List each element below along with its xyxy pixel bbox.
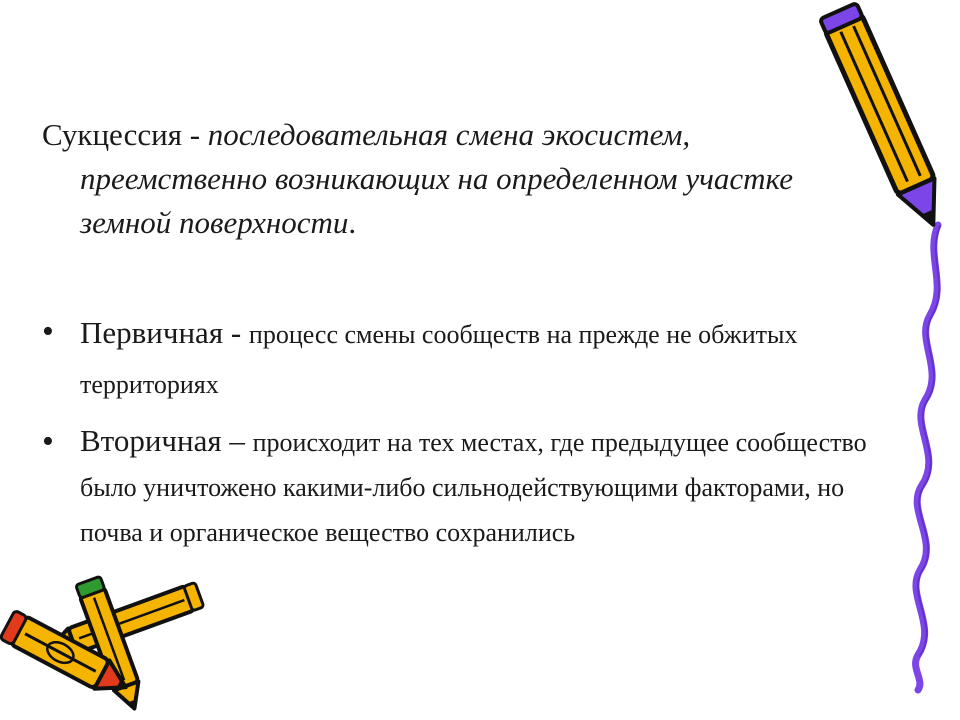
definition-separator: - bbox=[181, 117, 208, 152]
bullet-description: происходит на тех местах, где предыдущее сообщество было уничтожено какими-либо сильнодействующими факторами, но почва и органическое вещество сохранились bbox=[80, 428, 867, 547]
definition-paragraph bbox=[42, 113, 860, 245]
bullet-item-primary bbox=[42, 310, 872, 412]
bullet-separator: – bbox=[221, 423, 253, 458]
scribble-line-icon bbox=[916, 225, 938, 690]
bullet-item-secondary bbox=[42, 420, 872, 557]
bullet-description: процесс смены сообществ на прежде не обжитых территориях bbox=[80, 320, 798, 399]
bullet-marker: • bbox=[42, 313, 54, 350]
bullet-term: Первичная bbox=[80, 315, 224, 350]
bullet-marker: • bbox=[42, 423, 54, 460]
bullet-separator: - bbox=[223, 315, 249, 350]
bullet-list bbox=[42, 310, 872, 557]
definition-term: Сукцессия bbox=[42, 117, 182, 152]
definition-end: . bbox=[348, 205, 357, 240]
definition-body: последовательная смена экосистем, преемственно возникающих на определенном участке земной поверхности bbox=[80, 117, 794, 240]
bullet-term: Вторичная bbox=[80, 423, 222, 458]
